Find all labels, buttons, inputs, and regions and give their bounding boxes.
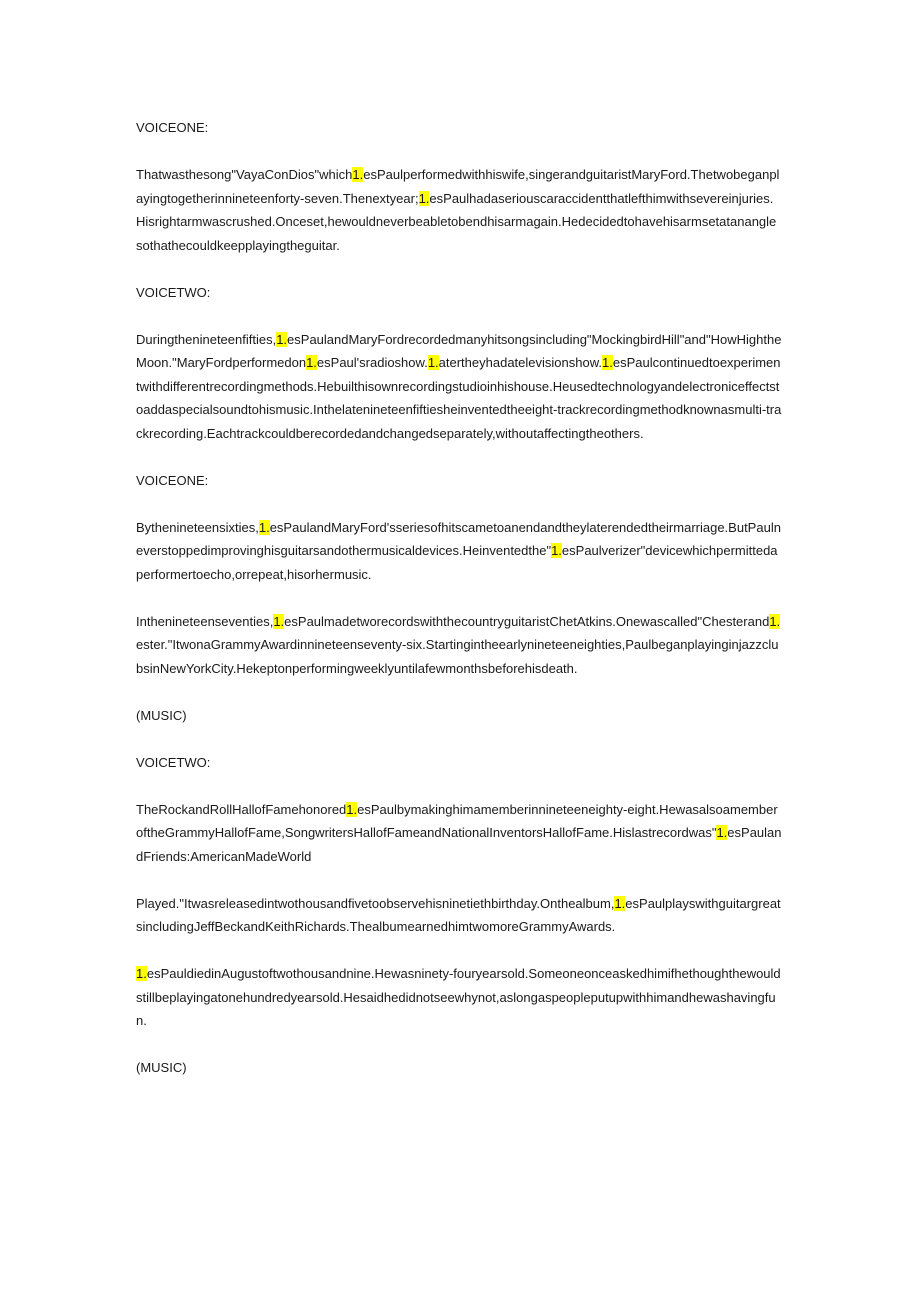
- text-run: esPaulverizer"devicewhichpermittedaperformertoecho,orrepeat,hisorhermusic.: [136, 543, 778, 582]
- paragraph: [136, 516, 782, 587]
- highlighted-marker: 1.: [551, 543, 562, 558]
- paragraph: [136, 798, 782, 869]
- speaker-label: [136, 116, 782, 140]
- music-cue: [136, 704, 782, 728]
- text-run: esPaulandMaryFord'sseriesofhitscametoanendandtheylaterendedtheirmarriage.ButPaulneverstoppedimprovinghisguitarsandothermusicaldevices.Heinventedthe": [136, 519, 781, 558]
- text-run: Duringthenineteenfifties,: [136, 331, 277, 347]
- highlighted-marker: 1.: [614, 895, 626, 911]
- highlighted-marker: 1.: [352, 167, 364, 182]
- text-run: esPaulmadetworecordswiththecountryguitaristChetAtkins.Onewascalled"Chesterand: [284, 613, 770, 629]
- speaker-label: [136, 469, 782, 493]
- highlighted-marker: 1.: [418, 190, 430, 206]
- music-cue: [136, 1056, 782, 1080]
- document-body: [136, 116, 782, 1103]
- text-run: Bythenineteensixties,: [136, 519, 259, 535]
- text-run: Played."Itwasreleasedintwothousandfivetoobservehisninetiethbirthday.Onthealbum,: [136, 895, 615, 911]
- highlighted-marker: 1.: [306, 355, 317, 370]
- text-run: esPaulplayswithguitargreatsincludingJeffBeckandKeithRichards.ThealbumearnedhimtwomoreGrammyAwards.: [136, 895, 781, 934]
- highlighted-marker: 1.: [427, 355, 439, 370]
- speaker-label: [136, 281, 782, 305]
- highlighted-marker: 1.: [273, 613, 285, 629]
- text-run: esPauldiedinAugustoftwothousandnine.Hewasninety-fouryearsold.Someoneonceaskedhimifhethoughthewouldstillbeplayingatonehundredyearsold.Hesaidhedidnotseewhynot,aslongaspeopleputupwithhimandhewashavingfun.: [136, 966, 781, 1028]
- highlighted-marker: 1.: [136, 966, 147, 981]
- text-run: esPaul'sradioshow.: [316, 355, 428, 370]
- text-run: ester."ItwonaGrammyAwardinnineteenseventy-six.Startingintheearlynineteeneighties,PaulbeganplayinginjazzclubsinNewYorkCity.Hekeptonperformingweeklyuntilafewmonthsbeforehisdeath.: [136, 637, 779, 676]
- text-run: esPaulcontinuedtoexperimentwithdifferentrecordingmethods.Hebuilthisownrecordingstudioinhishouse.Heusedtechnologyandelectroniceffectstoaddaspecialsoundtohismusic.Inthelatenineteenfiftiesheinventedtheeight-trackrecordingmethodknownasmulti-trackrecording.Eachtrackcouldberecordedandchangedseparately,withoutaffectingtheothers.: [136, 355, 782, 441]
- text-run: atertheyhadatelevisionshow.: [438, 355, 602, 370]
- highlighted-marker: 1.: [602, 355, 613, 370]
- text-run: VOICEONE:: [136, 120, 209, 135]
- text-run: esPaulhadaseriouscaraccidentthatlefthimwithsevereinjuries.Hisrightarmwascrushed.Onceset,hewouldneverbeabletobendhisarmagain.Hedecidedtohavehisarmsetatananglesothathecouldkeepplayingtheguitar.: [136, 190, 777, 253]
- text-run: esPaulandFriends:AmericanMadeWorld: [136, 825, 782, 864]
- text-run: esPaulperformedwithhiswife,singerandguitaristMaryFord.Thetwobeganplayingtogetherinnineteenforty-seven.Thenextyear;: [136, 167, 780, 206]
- text-run: Inthenineteenseventies,: [136, 613, 274, 629]
- text-run: (MUSIC): [136, 707, 187, 723]
- text-run: esPaulandMaryFordrecordedmanyhitsongsincluding"MockingbirdHill"and"HowHightheMoon."MaryFordperformedon: [136, 331, 782, 370]
- speaker-label: [136, 751, 782, 775]
- text-run: VOICETWO:: [136, 284, 211, 300]
- highlighted-marker: 1.: [258, 519, 270, 535]
- highlighted-marker: 1.: [276, 331, 288, 347]
- paragraph: [136, 163, 782, 257]
- text-run: VOICEONE:: [136, 472, 209, 488]
- paragraph: [136, 328, 782, 446]
- highlighted-marker: 1.: [716, 825, 728, 840]
- highlighted-marker: 1.: [346, 801, 358, 817]
- text-run: Thatwasthesong"VayaConDios"which: [136, 167, 353, 182]
- paragraph: [136, 610, 782, 681]
- text-run: esPaulbymakinghimamemberinnineteeneighty-eight.HewasalsoamemberoftheGrammyHallofFame,SongwritersHallofFameandNationalInventorsHallofFame.Hislastrecordwas": [136, 801, 778, 840]
- text-run: VOICETWO:: [136, 754, 211, 770]
- highlighted-marker: 1.: [769, 613, 781, 629]
- text-run: (MUSIC): [136, 1060, 187, 1075]
- text-run: TheRockandRollHallofFamehonored: [136, 801, 347, 817]
- paragraph: [136, 962, 782, 1033]
- paragraph: [136, 892, 782, 939]
